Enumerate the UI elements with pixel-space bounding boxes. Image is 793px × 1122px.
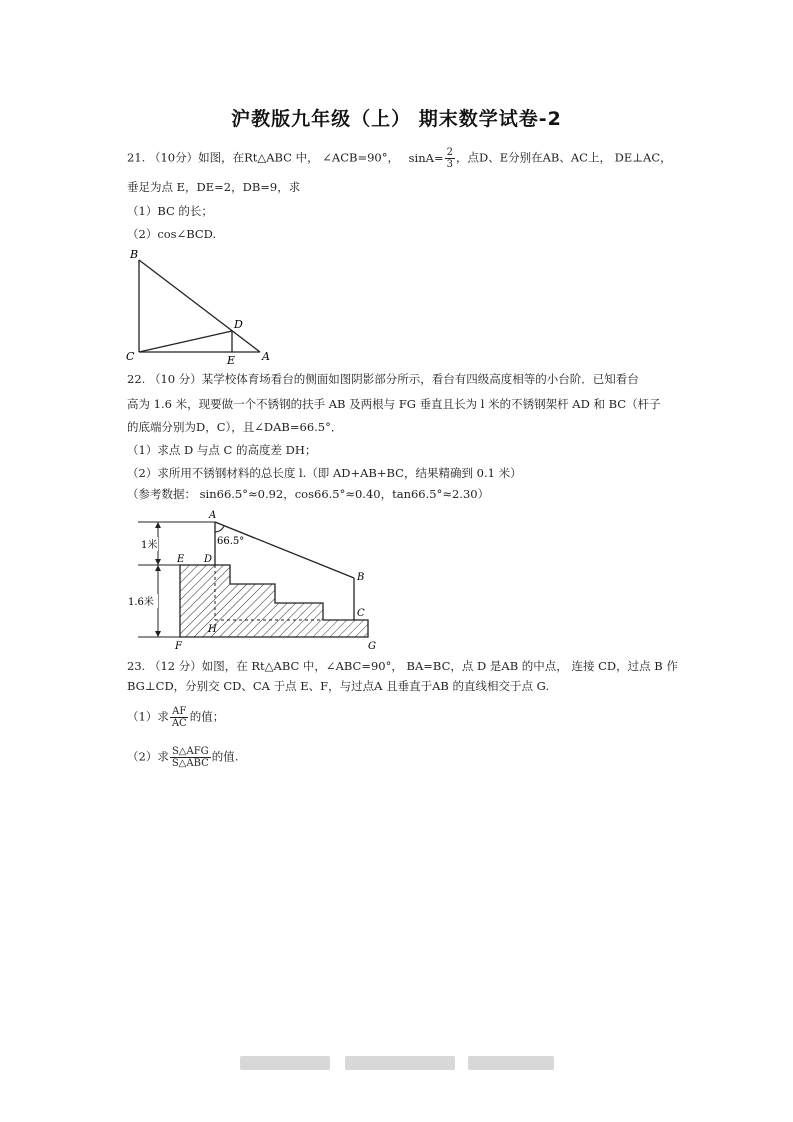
q23-part1-prefix: （1）求 [127,709,169,724]
q22-label-c: C [357,608,365,619]
q22-label-g: G [368,641,376,652]
q22-label-1m: 1米 [141,540,158,551]
q22-label-d: D [204,554,213,565]
q22-label-e: E [177,554,185,565]
q22-label-b: B [357,572,365,583]
q22-line3: 的底端分别为D，C），且∠DAB=66.5°． [127,420,343,434]
q22-part1: （1）求点 D 与点 C 的高度差 DH； [127,443,317,457]
q21-line1 [127,147,672,170]
q21-sin-numerator: 2 [446,147,453,158]
q22-label-angle: 66.5° [217,536,245,547]
q22-line2: 高为 1.6 米，现要做一个不锈钢的扶手 AB 及两根与 FG 垂直且长为 l 米的不锈钢架杆 AD 和 BC（杆子 [127,397,661,411]
q23-part2-denominator: S△ABC [171,758,209,769]
q21-sin-prefix: sinA= [408,150,444,165]
q22-part2: （2）求所用不锈钢材料的总长度 l.（即 AD+AB+BC，结果精确到 0.1 米） [127,466,522,480]
q22-line1: 22. （10 分）某学校体育场看台的侧面如图阴影部分所示，看台有四级高度相等的小台阶．已知看台 [127,372,639,386]
q21-label-b: B [130,248,139,261]
page-title: 沪教版九年级（上） 期末数学试卷-2 [231,108,562,130]
q22-reference-data: （参考数据： sin66.5°≈0.92，cos66.5°≈0.40，tan66.5°≈2.30） [127,487,490,501]
q23-part2-numerator: S△AFG [171,746,209,757]
q21-intro: 21. （10分）如图，在Rt△ABC 中， ∠ACB=90°， [127,150,399,165]
q22-label-f: F [175,641,182,652]
q23-part1-denominator: AC [171,718,187,729]
q21-part1: （1）BC 的长； [127,204,213,218]
q23-part1-suffix: 的值； [189,709,225,724]
q23-part2-fraction [170,746,211,769]
q23-part1-fraction [170,706,189,729]
q23-line1: 23. （12 分）如图，在 Rt△ABC 中，∠ABC=90°， BA=BC，点 D 是AB 的中点， 连接 CD，过点 B 作 [127,659,678,673]
q21-label-a: A [262,350,270,363]
q23-line2: BG⊥CD，分别交 CD、CA 于点 E、F，与过点A 且垂直于AB 的直线相交于点 G. [127,679,550,693]
q21-line2: 垂足为点 E，DE=2，DB=9，求 [127,180,301,194]
q22-label-a: A [209,510,217,521]
q21-sin-fraction [445,147,455,170]
q21-label-c: C [126,350,135,363]
q23-part2-prefix: （2）求 [127,749,169,764]
q21-label-e: E [227,354,236,366]
q23-part1 [127,706,224,729]
q23-part2-suffix: 的值. [211,749,239,764]
q22-label-height: 1.6米 [128,597,154,608]
q23-part2 [127,746,238,769]
q22-label-h: H [208,624,217,635]
q21-triangle-figure [120,244,280,366]
q23-part1-numerator: AF [172,706,187,717]
q21-sin-denominator: 3 [446,159,453,170]
q21-part2: （2）cos∠BCD. [127,227,217,241]
q21-condition: ，点D、E分别在AB、AC上， DE⊥AC， [455,150,672,165]
q21-label-d: D [234,318,243,331]
q22-stadium-figure [122,505,387,655]
